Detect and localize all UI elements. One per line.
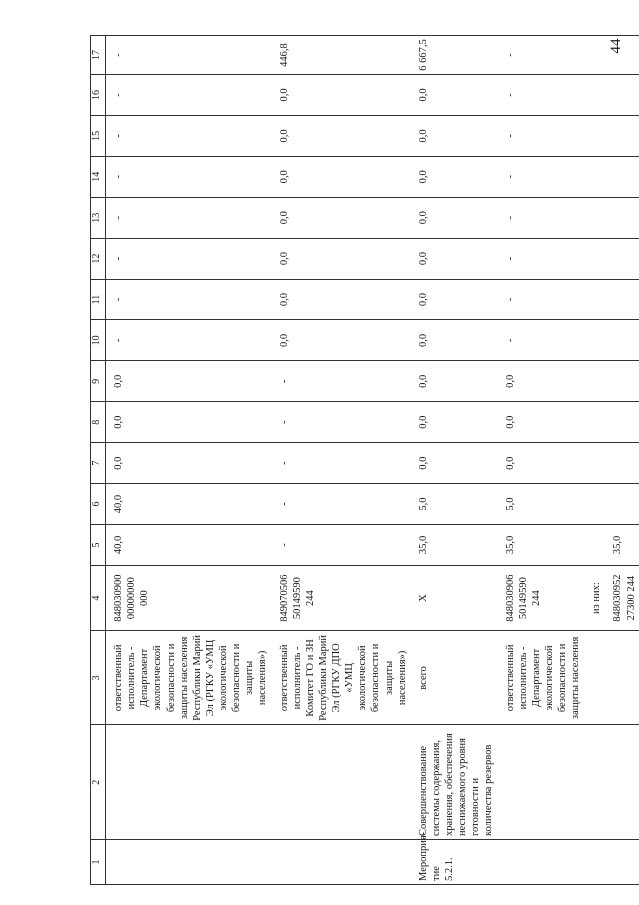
budget-code-cell: 848030906 50149590 244 (498, 565, 585, 630)
value-cell: 0,0 (498, 402, 585, 443)
value-cell (584, 36, 605, 75)
column-number-4: 4 (91, 565, 106, 630)
value-cell (605, 320, 639, 361)
column-number-17: 17 (91, 36, 106, 75)
value-cell (584, 320, 605, 361)
value-cell (584, 402, 605, 443)
value-cell: - (498, 156, 585, 197)
budget-table (90, 35, 639, 885)
value-cell: 0,0 (411, 361, 498, 402)
measure-number-cell (605, 840, 639, 885)
page-number: 44 (608, 38, 624, 54)
table-row (498, 36, 585, 885)
column-number-10: 10 (91, 320, 106, 361)
value-cell: - (498, 320, 585, 361)
value-cell: 6 667,5 (411, 36, 498, 75)
value-cell: 5,0 (498, 484, 585, 525)
value-cell: - (106, 115, 272, 156)
value-cell: - (272, 524, 411, 565)
budget-code-cell: Х (411, 565, 498, 630)
value-cell (605, 75, 639, 116)
measure-number-cell (106, 840, 272, 885)
column-number-8: 8 (91, 402, 106, 443)
value-cell (584, 238, 605, 279)
value-cell: 0,0 (498, 443, 585, 484)
column-number-16: 16 (91, 75, 106, 116)
value-cell: 0,0 (411, 115, 498, 156)
value-cell: - (106, 156, 272, 197)
value-cell: 0,0 (272, 156, 411, 197)
executor-cell (605, 631, 639, 725)
column-number-5: 5 (91, 524, 106, 565)
table-row (411, 36, 498, 885)
value-cell: - (272, 484, 411, 525)
budget-table-container (90, 35, 637, 885)
value-cell (584, 279, 605, 320)
budget-code-cell: из них: (584, 565, 605, 630)
value-cell: 0,0 (411, 402, 498, 443)
table-row (272, 36, 411, 885)
value-cell: - (498, 197, 585, 238)
executor-cell: ответственный исполнитель - Департамент экологической безопасности и защиты населения (498, 631, 585, 725)
executor-cell: всего (411, 631, 498, 725)
value-cell: - (106, 279, 272, 320)
value-cell: 0,0 (272, 115, 411, 156)
value-cell: 0,0 (106, 361, 272, 402)
value-cell: 0,0 (411, 156, 498, 197)
value-cell (584, 361, 605, 402)
measure-number-cell (498, 840, 585, 885)
value-cell (584, 156, 605, 197)
value-cell: 5,0 (411, 484, 498, 525)
executor-cell: ответственный исполнитель - Департамент экологической безопасности и защиты населения Республики Марий Эл (РГКУ «УМЦ экологической безопасности и защиты населения») (106, 631, 272, 725)
column-number-2: 2 (91, 725, 106, 840)
value-cell (584, 197, 605, 238)
value-cell (605, 197, 639, 238)
table-body (106, 36, 639, 885)
value-cell: - (272, 361, 411, 402)
value-cell: 0,0 (411, 197, 498, 238)
value-cell: - (498, 279, 585, 320)
value-cell: - (106, 238, 272, 279)
value-cell: 0,0 (272, 197, 411, 238)
column-number-3: 3 (91, 631, 106, 725)
value-cell: 0,0 (272, 320, 411, 361)
column-number-15: 15 (91, 115, 106, 156)
value-cell: - (498, 238, 585, 279)
value-cell: 0,0 (411, 443, 498, 484)
table-row (106, 36, 272, 885)
value-cell (605, 402, 639, 443)
measure-name-cell (106, 725, 272, 840)
column-number-12: 12 (91, 238, 106, 279)
budget-code-cell: 848030900 00000000 000 (106, 565, 272, 630)
column-number-14: 14 (91, 156, 106, 197)
table-row (584, 36, 605, 885)
executor-cell (584, 631, 605, 725)
column-number-6: 6 (91, 484, 106, 525)
value-cell: 0,0 (411, 238, 498, 279)
measure-name-cell: Совершенствование системы содержания, хранения, обеспечения неснижаемого уровня готовности и количества резервов (411, 725, 498, 840)
value-cell: 446,8 (272, 36, 411, 75)
measure-name-cell (498, 725, 585, 840)
value-cell (605, 238, 639, 279)
budget-code-cell: 849070506 50149590 244 (272, 565, 411, 630)
column-number-row (91, 36, 106, 885)
column-number-11: 11 (91, 279, 106, 320)
value-cell (605, 115, 639, 156)
value-cell: - (106, 75, 272, 116)
column-number-9: 9 (91, 361, 106, 402)
value-cell (605, 36, 639, 75)
executor-cell: ответственный исполнитель - Комитет ГО и ЗН Республики Марий Эл (РГКУ ДПО «УМЦ экологической безопасности и защиты населения») (272, 631, 411, 725)
value-cell: - (272, 443, 411, 484)
value-cell: 0,0 (106, 402, 272, 443)
value-cell: 35,0 (498, 524, 585, 565)
value-cell: - (498, 75, 585, 116)
value-cell: 0,0 (272, 279, 411, 320)
value-cell: - (498, 36, 585, 75)
value-cell: 35,0 (411, 524, 498, 565)
value-cell (584, 524, 605, 565)
value-cell (605, 484, 639, 525)
value-cell: 35,0 (605, 524, 639, 565)
value-cell (605, 279, 639, 320)
measure-number-cell (272, 840, 411, 885)
value-cell: 0,0 (272, 75, 411, 116)
value-cell: - (106, 320, 272, 361)
value-cell (584, 75, 605, 116)
budget-code-cell: 848030952 27300 244 (605, 565, 639, 630)
value-cell: - (498, 115, 585, 156)
value-cell: 40,0 (106, 524, 272, 565)
value-cell: 40,0 (106, 484, 272, 525)
measure-number-cell (584, 840, 605, 885)
value-cell: 0,0 (272, 238, 411, 279)
measure-name-cell (605, 725, 639, 840)
value-cell (605, 156, 639, 197)
value-cell (584, 115, 605, 156)
measure-name-cell (584, 725, 605, 840)
column-number-1: 1 (91, 840, 106, 885)
value-cell: 0,0 (411, 75, 498, 116)
column-number-13: 13 (91, 197, 106, 238)
measure-name-cell (272, 725, 411, 840)
value-cell: 0,0 (411, 279, 498, 320)
value-cell (605, 361, 639, 402)
value-cell: 0,0 (498, 361, 585, 402)
measure-number-cell: Мероприя-тие 5.2.1. (411, 840, 498, 885)
value-cell: - (272, 402, 411, 443)
value-cell (584, 443, 605, 484)
value-cell: 0,0 (411, 320, 498, 361)
value-cell (584, 484, 605, 525)
table-row (605, 36, 639, 885)
value-cell (605, 443, 639, 484)
value-cell: - (106, 197, 272, 238)
column-number-7: 7 (91, 443, 106, 484)
value-cell: 0,0 (106, 443, 272, 484)
value-cell: - (106, 36, 272, 75)
